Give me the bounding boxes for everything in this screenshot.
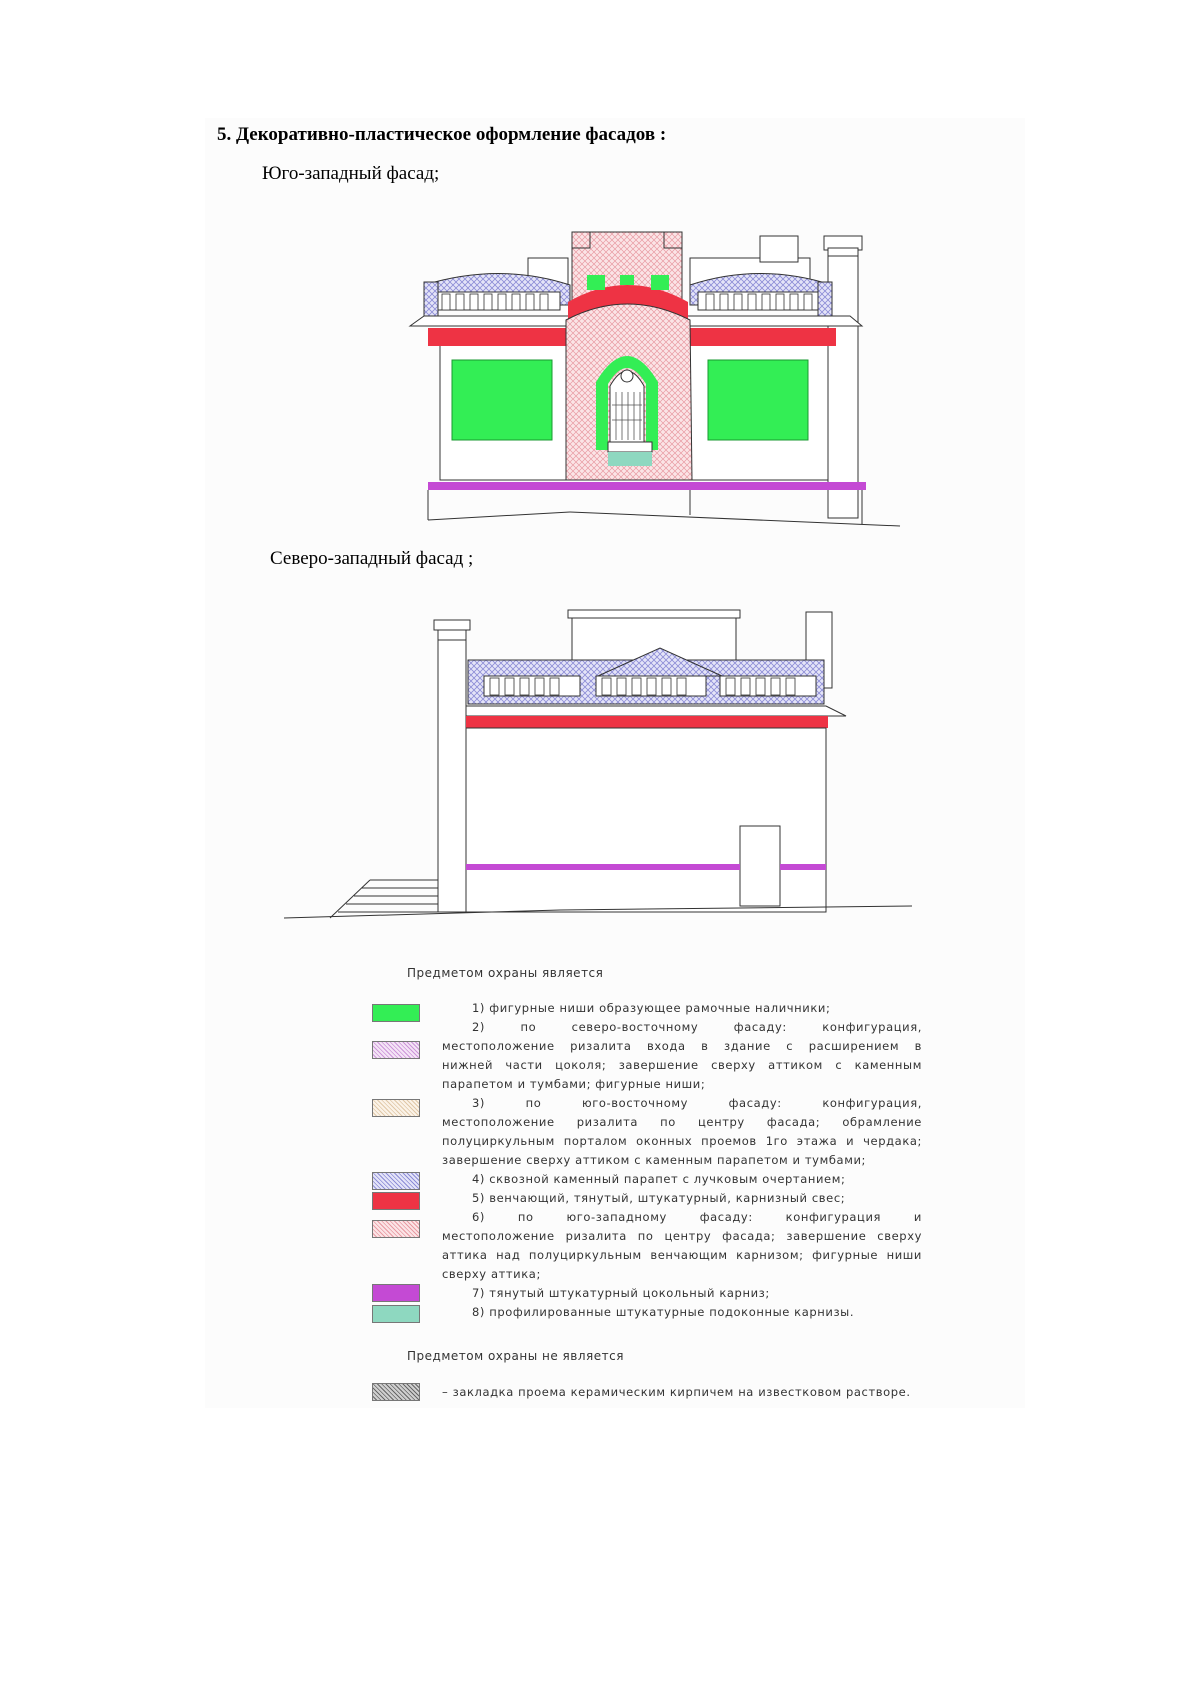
northwest-facade-drawing <box>284 610 912 918</box>
legend-item-1: 1) фигурные ниши образующее рамочные наличники; <box>472 1001 831 1015</box>
legend-not-protected-heading: Предметом охраны не является <box>407 1349 624 1363</box>
legend-item-3-line-3: полуциркульным порталом оконных проемов 1го этажа и чердака; <box>442 1134 922 1148</box>
legend-swatch-lilac-hatch <box>372 1041 420 1059</box>
legend-item-2-line-4: парапетом и тумбами; фигурные ниши; <box>442 1077 706 1091</box>
legend-swatch-teal <box>372 1305 420 1323</box>
legend-item-6-line-4: сверху аттика; <box>442 1267 541 1281</box>
legend-swatch-green <box>372 1004 420 1022</box>
legend-swatch-beige-hatch <box>372 1099 420 1117</box>
legend-item-2-line-2: местоположение ризалита входа в здание с расширением в <box>442 1039 922 1053</box>
legend-swatch-magenta <box>372 1284 420 1302</box>
legend-not-protected-item: – закладка проема керамическим кирпичем на известковом растворе. <box>442 1385 911 1399</box>
legend-item-3-line-2: местоположение ризалита по центру фасада; обрамление <box>442 1115 922 1129</box>
legend-item-6-line-3: аттика над полуциркульным венчающим карнизом; фигурные ниши <box>442 1248 922 1262</box>
legend-item-2-line-1: 2) по северо-восточному фасаду: конфигурация, <box>472 1020 922 1034</box>
legend-swatch-blue-hatch <box>372 1172 420 1190</box>
legend-item-7: 7) тянутый штукатурный цокольный карниз; <box>472 1286 770 1300</box>
legend-swatch-red <box>372 1192 420 1210</box>
facade-1-title: Юго-западный фасад; <box>262 163 440 184</box>
legend-item-4: 4) сквозной каменный парапет с лучковым очертанием; <box>472 1172 846 1186</box>
legend-item-3-line-1: 3) по юго-восточному фасаду: конфигурация, <box>472 1096 922 1110</box>
legend-item-8: 8) профилированные штукатурные подоконные карнизы. <box>472 1305 855 1319</box>
legend-item-2-line-3: нижней части цоколя; завершение сверху аттиком с каменным <box>442 1058 922 1072</box>
southwest-facade-drawing <box>410 232 900 526</box>
legend-item-3-line-4: завершение сверху аттиком с каменным парапетом и тумбами; <box>442 1153 867 1167</box>
legend-item-6-line-1: 6) по юго-западному фасаду: конфигурация и <box>472 1210 922 1224</box>
legend-swatch-grey-hatch <box>372 1383 420 1401</box>
facade-2-title: Северо-западный фасад ; <box>270 548 474 569</box>
legend-item-6-line-2: местоположение ризалита по центру фасада; завершение сверху <box>442 1229 922 1243</box>
legend-item-5: 5) венчающий, тянутый, штукатурный, карнизный свес; <box>472 1191 846 1205</box>
legend-swatch-pink-hatch <box>372 1220 420 1238</box>
legend-protected-heading: Предметом охраны является <box>407 966 604 980</box>
page-heading: 5. Декоративно-пластическое оформление фасадов : <box>217 124 667 145</box>
